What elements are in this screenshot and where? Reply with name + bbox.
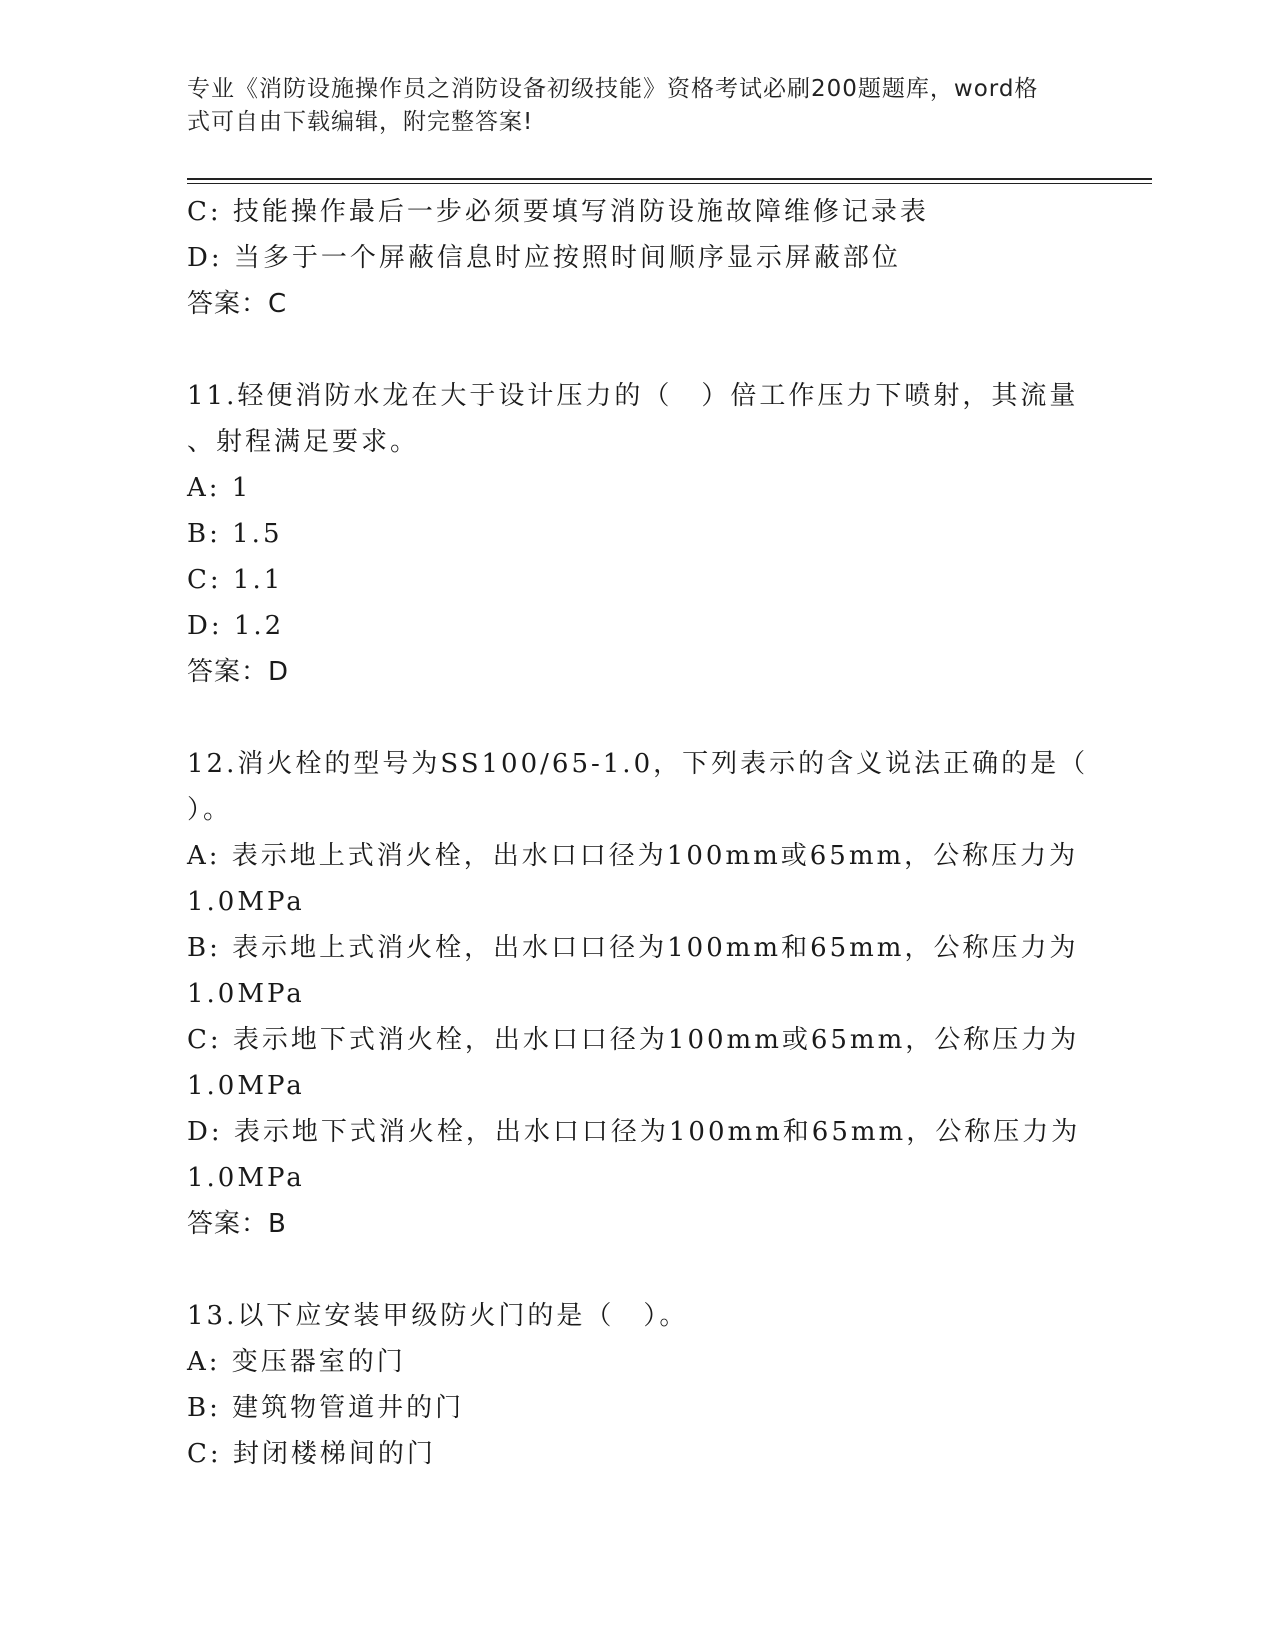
question-spacer bbox=[187, 327, 1087, 373]
option-a: A: 1 bbox=[187, 473, 252, 503]
question-spacer bbox=[187, 1247, 1087, 1293]
question-stem: 12.消火栓的型号为SS100/65-1.0，下列表示的含义说法正确的是（ bbox=[187, 749, 1089, 779]
header-line-2: 式可自由下载编辑，附完整答案! bbox=[187, 109, 534, 135]
question-stem-continued: 、射程满足要求。 bbox=[187, 427, 420, 457]
option-d: D: 当多于一个屏蔽信息时应按照时间顺序显示屏蔽部位 bbox=[187, 243, 901, 273]
answer-label: 答案：B bbox=[187, 1209, 287, 1239]
question-10-tail bbox=[187, 189, 1087, 327]
answer-label: 答案：C bbox=[187, 289, 288, 319]
question-13 bbox=[187, 1293, 1087, 1477]
header-line-1: 专业《消防设施操作员之消防设备初级技能》资格考试必刷200题题库，word格 bbox=[187, 76, 1039, 102]
option-d: D: 1.2 bbox=[187, 611, 285, 641]
option-a: A: 变压器室的门 bbox=[187, 1347, 406, 1377]
option-a-continued: 1.0MPa bbox=[187, 887, 305, 917]
option-c: C: 封闭楼梯间的门 bbox=[187, 1439, 436, 1469]
header-divider-thick bbox=[187, 178, 1152, 180]
question-stem: 13.以下应安装甲级防火门的是（ ）。 bbox=[187, 1301, 689, 1331]
option-c: C: 1.1 bbox=[187, 565, 284, 595]
question-11 bbox=[187, 373, 1087, 695]
option-b: B: 表示地上式消火栓，出水口口径为100mm和65mm，公称压力为 bbox=[187, 933, 1079, 963]
option-c: C: 表示地下式消火栓，出水口口径为100mm或65mm，公称压力为 bbox=[187, 1025, 1080, 1055]
document-header bbox=[187, 73, 1067, 139]
option-b: B: 建筑物管道井的门 bbox=[187, 1393, 465, 1423]
option-d: D: 表示地下式消火栓，出水口口径为100mm和65mm，公称压力为 bbox=[187, 1117, 1081, 1147]
option-c: C: 技能操作最后一步必须要填写消防设施故障维修记录表 bbox=[187, 197, 929, 227]
question-stem: 11.轻便消防水龙在大于设计压力的（ ）倍工作压力下喷射，其流量 bbox=[187, 381, 1079, 411]
question-12 bbox=[187, 741, 1087, 1247]
option-a: A: 表示地上式消火栓，出水口口径为100mm或65mm，公称压力为 bbox=[187, 841, 1079, 871]
option-d-continued: 1.0MPa bbox=[187, 1163, 305, 1193]
question-stem-continued: ）。 bbox=[187, 795, 233, 825]
header-divider-thin bbox=[187, 183, 1152, 184]
option-c-continued: 1.0MPa bbox=[187, 1071, 305, 1101]
question-spacer bbox=[187, 695, 1087, 741]
option-b: B: 1.5 bbox=[187, 519, 283, 549]
option-b-continued: 1.0MPa bbox=[187, 979, 305, 1009]
question-list bbox=[187, 189, 1087, 1477]
answer-label: 答案：D bbox=[187, 657, 290, 687]
